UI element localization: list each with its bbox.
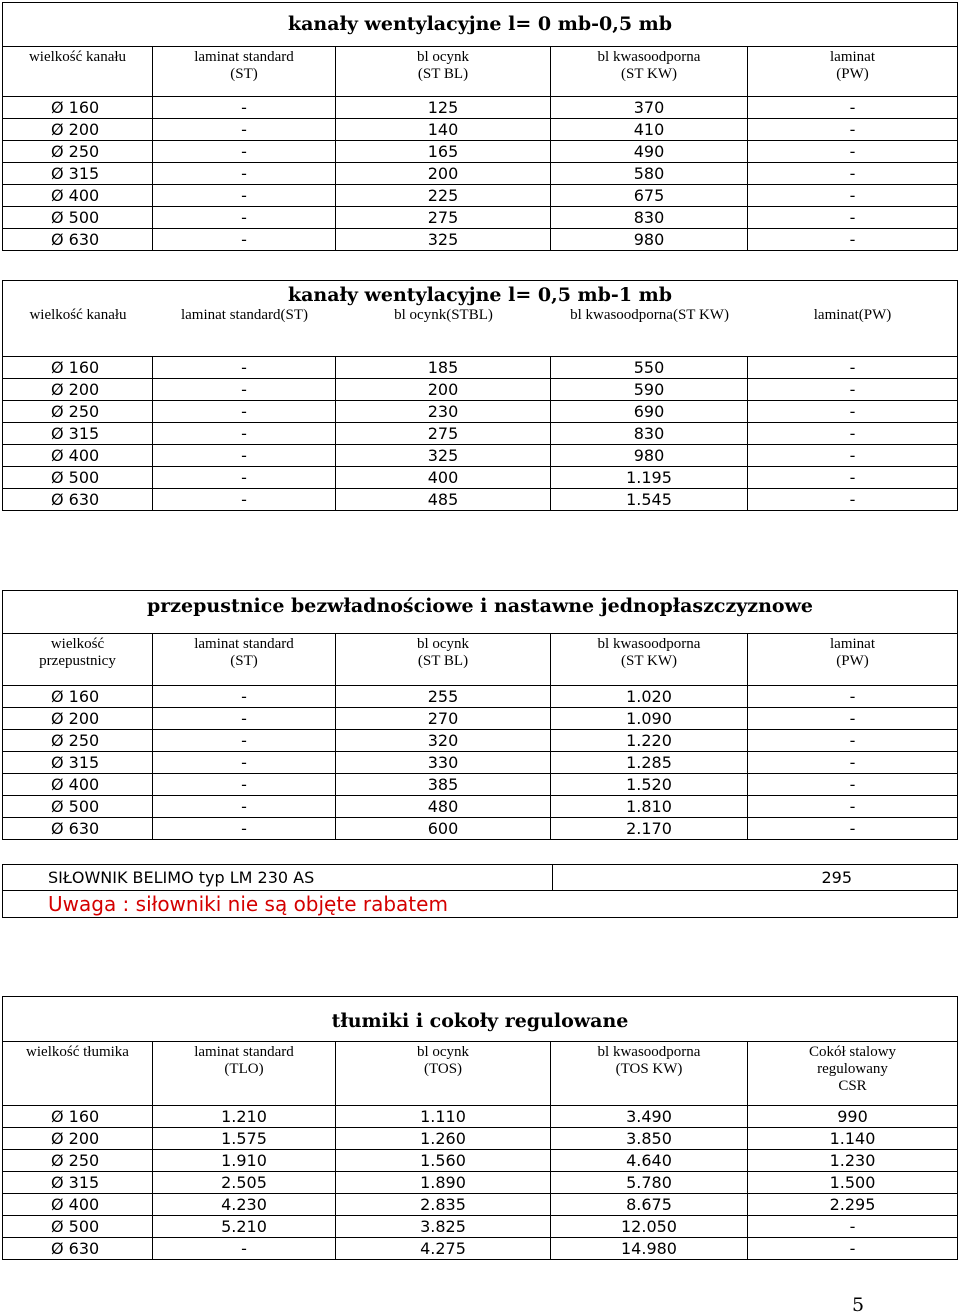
price-cell: 1.520 bbox=[551, 774, 748, 796]
price-cell: - bbox=[748, 1238, 958, 1260]
price-cell: 480 bbox=[336, 796, 551, 818]
table-body bbox=[3, 97, 958, 251]
size-cell: Ø 160 bbox=[3, 357, 153, 379]
size-cell: Ø 315 bbox=[3, 163, 153, 185]
table-row bbox=[3, 1150, 958, 1172]
price-cell: 4.230 bbox=[153, 1194, 336, 1216]
actuator-block bbox=[2, 864, 958, 918]
header-laminat-st: laminat standard(ST) bbox=[180, 307, 309, 323]
header-laminat-st: laminat standard (ST) bbox=[153, 634, 336, 686]
size-cell: Ø 315 bbox=[3, 752, 153, 774]
price-cell: 980 bbox=[551, 445, 748, 467]
header-size: wielkość kanału bbox=[29, 307, 127, 323]
price-cell: 1.090 bbox=[551, 708, 748, 730]
table-row bbox=[3, 467, 958, 489]
table-row bbox=[3, 708, 958, 730]
header-bl-kwasoodporna: bl kwasoodporna(ST KW) bbox=[570, 307, 729, 323]
size-cell: Ø 315 bbox=[3, 423, 153, 445]
price-cell: - bbox=[153, 357, 336, 379]
table-row bbox=[3, 1238, 958, 1260]
price-cell: - bbox=[748, 119, 958, 141]
table-row bbox=[3, 730, 958, 752]
price-cell: 600 bbox=[336, 818, 551, 840]
price-cell: 200 bbox=[336, 379, 551, 401]
table-row bbox=[3, 229, 958, 251]
header-size: wielkość tłumika bbox=[3, 1042, 153, 1106]
size-cell: Ø 400 bbox=[3, 445, 153, 467]
price-cell: 1.810 bbox=[551, 796, 748, 818]
actuator-note: Uwaga : siłowniki nie są objęte rabatem bbox=[3, 891, 958, 918]
table-row bbox=[3, 185, 958, 207]
table-row bbox=[3, 489, 958, 511]
table-row bbox=[3, 207, 958, 229]
price-cell: 230 bbox=[336, 401, 551, 423]
price-cell: - bbox=[748, 229, 958, 251]
silencers-table bbox=[2, 996, 958, 1260]
price-cell: 990 bbox=[748, 1106, 958, 1128]
price-cell: 1.500 bbox=[748, 1172, 958, 1194]
price-cell: 200 bbox=[336, 163, 551, 185]
price-cell: - bbox=[748, 445, 958, 467]
price-cell: - bbox=[153, 686, 336, 708]
table-row bbox=[3, 818, 958, 840]
header-bl-ocynk: bl ocynk(STBL) bbox=[394, 307, 493, 323]
price-cell: 980 bbox=[551, 229, 748, 251]
price-cell: - bbox=[153, 423, 336, 445]
price-cell: 830 bbox=[551, 423, 748, 445]
header-size: wielkość kanału bbox=[3, 47, 153, 97]
price-cell: 1.560 bbox=[336, 1150, 551, 1172]
price-cell: - bbox=[153, 119, 336, 141]
price-cell: - bbox=[748, 818, 958, 840]
price-cell: 410 bbox=[551, 119, 748, 141]
header-laminat-tlo: laminat standard (TLO) bbox=[153, 1042, 336, 1106]
table-row bbox=[3, 97, 958, 119]
table-title: tłumiki i cokoły regulowane bbox=[3, 997, 958, 1042]
size-cell: Ø 315 bbox=[3, 1172, 153, 1194]
price-cell: 165 bbox=[336, 141, 551, 163]
size-cell: Ø 160 bbox=[3, 1106, 153, 1128]
price-cell: 330 bbox=[336, 752, 551, 774]
size-cell: Ø 500 bbox=[3, 1216, 153, 1238]
price-cell: - bbox=[153, 401, 336, 423]
price-cell: 275 bbox=[336, 423, 551, 445]
price-cell: 675 bbox=[551, 185, 748, 207]
size-cell: Ø 630 bbox=[3, 1238, 153, 1260]
price-cell: - bbox=[748, 774, 958, 796]
price-cell: - bbox=[748, 401, 958, 423]
price-cell: - bbox=[748, 467, 958, 489]
table-row bbox=[3, 774, 958, 796]
price-cell: - bbox=[748, 141, 958, 163]
size-cell: Ø 200 bbox=[3, 379, 153, 401]
price-cell: 325 bbox=[336, 445, 551, 467]
price-cell: - bbox=[153, 730, 336, 752]
header-row bbox=[3, 634, 958, 686]
price-cell: - bbox=[748, 163, 958, 185]
size-cell: Ø 500 bbox=[3, 467, 153, 489]
price-cell: - bbox=[748, 185, 958, 207]
table-row bbox=[3, 1216, 958, 1238]
header-laminat-pw: laminat (PW) bbox=[748, 634, 958, 686]
price-cell: 140 bbox=[336, 119, 551, 141]
size-cell: Ø 160 bbox=[3, 97, 153, 119]
size-cell: Ø 250 bbox=[3, 141, 153, 163]
size-cell: Ø 400 bbox=[3, 185, 153, 207]
price-cell: - bbox=[748, 752, 958, 774]
price-cell: 580 bbox=[551, 163, 748, 185]
header-bl-ocynk: bl ocynk (ST BL) bbox=[336, 47, 551, 97]
price-cell: 4.275 bbox=[336, 1238, 551, 1260]
price-cell: 1.110 bbox=[336, 1106, 551, 1128]
price-cell: - bbox=[153, 185, 336, 207]
size-cell: Ø 500 bbox=[3, 207, 153, 229]
size-cell: Ø 250 bbox=[3, 401, 153, 423]
price-cell: - bbox=[748, 686, 958, 708]
price-cell: - bbox=[153, 467, 336, 489]
size-cell: Ø 630 bbox=[3, 818, 153, 840]
price-cell: - bbox=[748, 708, 958, 730]
price-cell: 325 bbox=[336, 229, 551, 251]
price-cell: 5.210 bbox=[153, 1216, 336, 1238]
price-cell: - bbox=[153, 818, 336, 840]
price-cell: - bbox=[153, 97, 336, 119]
price-cell: 2.170 bbox=[551, 818, 748, 840]
table-row bbox=[3, 1128, 958, 1150]
price-cell: 1.020 bbox=[551, 686, 748, 708]
table-row bbox=[3, 379, 958, 401]
price-cell: 185 bbox=[336, 357, 551, 379]
price-cell: 1.195 bbox=[551, 467, 748, 489]
price-cell: - bbox=[153, 752, 336, 774]
header-laminat-st: laminat standard (ST) bbox=[153, 47, 336, 97]
price-cell: 1.890 bbox=[336, 1172, 551, 1194]
price-cell: - bbox=[153, 141, 336, 163]
table-row bbox=[3, 796, 958, 818]
table-row bbox=[3, 1194, 958, 1216]
header-bl-kwasoodporna: bl kwasoodporna (ST KW) bbox=[551, 47, 748, 97]
size-cell: Ø 250 bbox=[3, 1150, 153, 1172]
table-body bbox=[3, 357, 958, 511]
table-row bbox=[3, 423, 958, 445]
header-bl-kwasoodporna: bl kwasoodporna (TOS KW) bbox=[551, 1042, 748, 1106]
price-cell: 1.285 bbox=[551, 752, 748, 774]
price-cell: 3.825 bbox=[336, 1216, 551, 1238]
price-cell: - bbox=[153, 379, 336, 401]
price-cell: 1.220 bbox=[551, 730, 748, 752]
size-cell: Ø 630 bbox=[3, 229, 153, 251]
price-cell: 275 bbox=[336, 207, 551, 229]
price-cell: - bbox=[748, 357, 958, 379]
size-cell: Ø 250 bbox=[3, 730, 153, 752]
table-row bbox=[3, 1172, 958, 1194]
price-cell: - bbox=[153, 489, 336, 511]
price-cell: - bbox=[748, 379, 958, 401]
price-cell: 1.210 bbox=[153, 1106, 336, 1128]
price-cell: 1.260 bbox=[336, 1128, 551, 1150]
size-cell: Ø 200 bbox=[3, 1128, 153, 1150]
price-cell: 385 bbox=[336, 774, 551, 796]
price-cell: 1.140 bbox=[748, 1128, 958, 1150]
price-cell: 3.490 bbox=[551, 1106, 748, 1128]
size-cell: Ø 200 bbox=[3, 119, 153, 141]
page-number: 5 bbox=[852, 1294, 865, 1316]
price-cell: 1.910 bbox=[153, 1150, 336, 1172]
size-cell: Ø 400 bbox=[3, 774, 153, 796]
price-cell: 2.835 bbox=[336, 1194, 551, 1216]
table-title: kanały wentylacyjne l= 0 mb-0,5 mb bbox=[3, 3, 958, 47]
price-cell: 2.505 bbox=[153, 1172, 336, 1194]
price-cell: - bbox=[153, 207, 336, 229]
header-block bbox=[3, 281, 958, 357]
price-cell: 400 bbox=[336, 467, 551, 489]
table-row bbox=[3, 686, 958, 708]
table-title: przepustnice bezwładnościowe i nastawne jednopłaszczyznowe bbox=[3, 591, 958, 634]
price-cell: 550 bbox=[551, 357, 748, 379]
size-cell: Ø 500 bbox=[3, 796, 153, 818]
price-cell: - bbox=[153, 1238, 336, 1260]
header-laminat-pw: laminat(PW) bbox=[813, 307, 892, 323]
price-cell: - bbox=[748, 1216, 958, 1238]
price-cell: 12.050 bbox=[551, 1216, 748, 1238]
price-cell: - bbox=[748, 97, 958, 119]
price-cell: - bbox=[748, 796, 958, 818]
table-row bbox=[3, 1106, 958, 1128]
price-cell: 5.780 bbox=[551, 1172, 748, 1194]
actuator-label: SIŁOWNIK BELIMO typ LM 230 AS bbox=[3, 865, 553, 891]
dampers-table bbox=[2, 590, 958, 840]
price-cell: - bbox=[153, 229, 336, 251]
table-body bbox=[3, 1106, 958, 1260]
table-row bbox=[3, 752, 958, 774]
price-cell: 125 bbox=[336, 97, 551, 119]
price-cell: 14.980 bbox=[551, 1238, 748, 1260]
price-cell: 225 bbox=[336, 185, 551, 207]
table-title: kanały wentylacyjne l= 0,5 mb-1 mb bbox=[287, 284, 673, 306]
price-cell: 1.230 bbox=[748, 1150, 958, 1172]
price-cell: 490 bbox=[551, 141, 748, 163]
price-cell: 830 bbox=[551, 207, 748, 229]
header-row bbox=[3, 1042, 958, 1106]
table-row bbox=[3, 357, 958, 379]
table-row bbox=[3, 445, 958, 467]
header-row bbox=[3, 47, 958, 97]
price-cell: 8.675 bbox=[551, 1194, 748, 1216]
header-size: wielkość przepustnicy bbox=[3, 634, 153, 686]
table-row bbox=[3, 141, 958, 163]
table-row bbox=[3, 119, 958, 141]
size-cell: Ø 200 bbox=[3, 708, 153, 730]
price-cell: 3.850 bbox=[551, 1128, 748, 1150]
price-cell: 270 bbox=[336, 708, 551, 730]
price-cell: - bbox=[153, 796, 336, 818]
price-cell: - bbox=[153, 445, 336, 467]
size-cell: Ø 630 bbox=[3, 489, 153, 511]
price-cell: - bbox=[153, 774, 336, 796]
table-body bbox=[3, 686, 958, 840]
price-cell: 2.295 bbox=[748, 1194, 958, 1216]
price-cell: 370 bbox=[551, 97, 748, 119]
actuator-price: 295 bbox=[553, 865, 958, 891]
price-cell: 590 bbox=[551, 379, 748, 401]
size-cell: Ø 160 bbox=[3, 686, 153, 708]
price-cell: - bbox=[153, 163, 336, 185]
ducts-table-1 bbox=[2, 2, 958, 251]
price-cell: - bbox=[748, 423, 958, 445]
ducts-table-2 bbox=[2, 280, 958, 511]
header-bl-kwasoodporna: bl kwasoodporna (ST KW) bbox=[551, 634, 748, 686]
price-cell: - bbox=[748, 730, 958, 752]
table-row bbox=[3, 163, 958, 185]
header-bl-ocynk: bl ocynk (ST BL) bbox=[336, 634, 551, 686]
header-laminat-pw: laminat (PW) bbox=[748, 47, 958, 97]
header-cokol: Cokół stalowy regulowany CSR bbox=[748, 1042, 958, 1106]
table-row bbox=[3, 401, 958, 423]
price-cell: 1.575 bbox=[153, 1128, 336, 1150]
price-cell: 255 bbox=[336, 686, 551, 708]
price-cell: - bbox=[748, 207, 958, 229]
price-cell: 1.545 bbox=[551, 489, 748, 511]
price-cell: - bbox=[748, 489, 958, 511]
price-cell: 320 bbox=[336, 730, 551, 752]
price-cell: 690 bbox=[551, 401, 748, 423]
price-cell: 4.640 bbox=[551, 1150, 748, 1172]
price-cell: - bbox=[153, 708, 336, 730]
size-cell: Ø 400 bbox=[3, 1194, 153, 1216]
price-cell: 485 bbox=[336, 489, 551, 511]
header-bl-ocynk: bl ocynk (TOS) bbox=[336, 1042, 551, 1106]
